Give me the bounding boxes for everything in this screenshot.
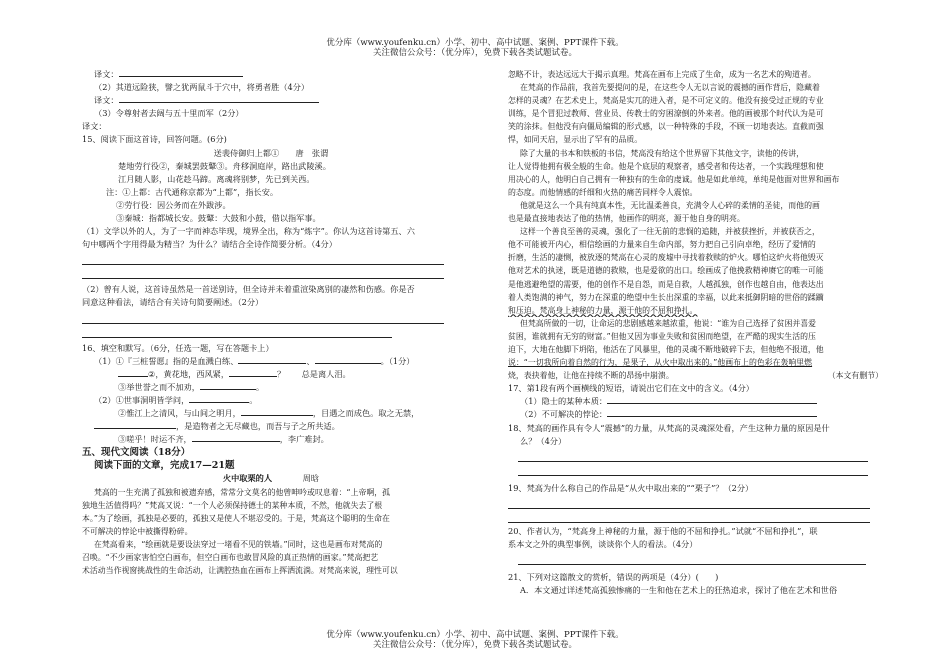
text: （2）①世事洞明皆学问， [94, 394, 190, 405]
article-paragraph-line: 除了大量的书本和铁板的书信，梵高没有给这个世界留下其他文字，读他的传讲， [520, 148, 805, 158]
article-paragraph-line: 召唤。“不少画家害怕空白画布，但空白画布也敢冒风险的真正热情的画家。”梵高把艺 [82, 553, 379, 562]
fill-line: ②，黄花地，西风紧， ？ 总是离人泪。 [82, 368, 460, 381]
poem-title: 送裴侍御归上都① 唐 张谓 [213, 147, 329, 158]
answer-blank[interactable] [118, 368, 148, 377]
article-paragraph-line: 贫困，谁就拥有无穷的财富。”但他又因为事业失败和贫困而绝望，在严酷的现实生活的压 [508, 331, 816, 341]
answer-line[interactable] [518, 449, 868, 462]
answer-blank[interactable] [94, 420, 176, 429]
translation-line [82, 68, 460, 81]
article-paragraph-line: 折磨，生活的凄恻，被放逐的梵高在心灵的废墟中寻找着救赎的炉火。哪怕这炉火将他毁灭 [508, 253, 824, 263]
label: 译文： [94, 95, 119, 106]
article-paragraph-line: 用决心的人，他明白自己拥有一种独有的生命的虔诚。他是如此单纯，单纯是他面对世界和画布 [508, 174, 840, 184]
translation-line: 译文： [82, 121, 107, 132]
question-15-1: 句中哪两个字用得最为精当？为什么？请结合全诗作简要分析。（4分） [82, 239, 337, 250]
question-16: 16、填空和默写。（6分，任选一题，写在答题卡上） [82, 342, 274, 353]
article-paragraph-line [508, 304, 883, 317]
header-line-1: 优分库（www.youfenku.cn）小学、初中、高中试题、案例、PPT课件下载。 [326, 38, 624, 48]
section-instruction: 阅读下面的文章，完成17—21题 [94, 460, 235, 472]
question-18: 18、梵高的画作具有令人“震撼”的力量，从梵高的灵魂深处看，产生这种力量的原因是什 [508, 422, 830, 433]
article-paragraph-line: 本。”为了绘画，孤独是必要的，孤独又是使人不堪忍受的。于是，梵高这个聪明的生命在 [82, 513, 390, 523]
page-header [0, 38, 950, 58]
right-column [508, 68, 883, 597]
answer-blank[interactable] [607, 408, 817, 417]
left-column [82, 68, 460, 577]
question-20: 系本文之外的典型事例，谈谈你个人的看法。（4分） [508, 538, 698, 549]
page-footer [0, 630, 950, 650]
article-paragraph-line: 悍，如同天启，显示出了罕有的品质。 [508, 135, 643, 145]
poem-note: ②劳行役：因公务而在外跋涉。 [116, 199, 231, 210]
answer-blank[interactable] [229, 368, 277, 377]
article-source-note: （本文有删节） [827, 371, 883, 381]
article-paragraph-line: 迫下，大地在他脚下坍陷，他活在了风暴里，他的灵魂不断地破碎下去，但他绝不报道，他 [508, 344, 824, 354]
question-15-2: （2）曾有人说，这首诗虽然是一首送别诗，但全诗并未着重渲染离别的凄然和伤感。你是否 [82, 284, 415, 295]
answer-blank[interactable] [189, 394, 249, 403]
article-author: 周晗 [302, 473, 320, 484]
answer-blank[interactable] [192, 433, 280, 442]
answer-blank[interactable] [200, 381, 256, 390]
text: ③举世誉之而不加劝， [118, 381, 200, 392]
text: 烧，表抉着他，让他在持续不断的昂扬中崩溃。 [508, 371, 674, 381]
footer-line-1: 优分库（www.youfenku.cn）小学、初中、高中试题、案例、PPT课件下载。 [326, 630, 624, 640]
answer-line[interactable] [82, 325, 392, 338]
question-15-1: （1）文学以外的人，为了一字而神态毕现，境界全出，称为“炼字”。你认为这首诗第五、六 [82, 226, 415, 237]
article-title-row [82, 472, 460, 485]
question-15-2: 同意这种看法，请结合有关诗句简要阐述。（2分） [82, 297, 264, 308]
article-title: 火中取栗的人 [222, 473, 273, 484]
question-18: 么？（4分） [520, 435, 567, 446]
answer-line[interactable] [508, 496, 870, 509]
poem-line: 楚地劳行役②，秦城罢鼓鼙③。舟移洞庭岸，路出武陵溪。 [118, 160, 331, 171]
translation-line [82, 94, 460, 107]
answer-line[interactable] [518, 552, 866, 565]
article-paragraph-line [508, 369, 883, 382]
article-paragraph-line: 他就是这么一个具有纯真本性，无比温柔善良，充满令人心碎的柔情的圣徒，而他的画 [520, 200, 820, 210]
text: ，目遇之而成色。取之无禁， [312, 407, 420, 418]
article-paragraph-line: 是他逃避绝望的需要，他的创作不是自怨，而是自救，人越孤独，创作也越自由，他表达出 [508, 279, 824, 289]
question-17: 17、第1段有两个画横线的短语，请说出它们在文中的含义。（4分） [508, 383, 754, 394]
article-paragraph-line: 的态度。而他情感的纤细和火热的痛苦同样令人震惊。 [508, 187, 698, 197]
article-paragraph-line: 也是最直接地表达了他的热情，他画作的明亮，源于他自身的明亮。 [508, 214, 745, 224]
text: （1）①『三桩誓愿』指的是血溅白练、 [94, 355, 239, 366]
question-20: 20、作者认为，“梵高身上神秘的力量，源于他的不屈和挣扎。”试就“不屈和挣扎”，联 [508, 525, 818, 536]
answer-line[interactable] [82, 266, 444, 279]
text: ③嗟乎！时运不齐， [118, 434, 192, 445]
fill-line [82, 407, 460, 420]
article-paragraph-line: 笑的涂抹。但他没有向僵局编辑的形式感，以一种特殊的手段，不顾一切地表达。直截而强 [508, 122, 824, 132]
label: 译文： [94, 69, 119, 79]
question-17-2 [508, 408, 883, 421]
article-paragraph-line: 不可解决的悖论中被撕得粉碎。 [82, 526, 193, 536]
underlined-sentence: 说：“一切我所向着自然的行为，是果子，从火中取出来的。”他画布上的色彩在轰响里燃 [508, 358, 813, 368]
article-paragraph-line: 训练，是个冒犯过教师、营业员、传教士的穷困潦倒的外来者。他的画被那个时代认为是可 [508, 109, 824, 119]
question-line: （3）令尊射者去阔与五十里而军（2分） [94, 108, 244, 119]
text: ，李广难封。 [279, 434, 329, 445]
fill-line [82, 420, 460, 433]
article-paragraph-line: 在梵高的作品前，我首先要提问的是，在这些令人无以言说的震撼的画作背后，隐藏着 [520, 83, 820, 93]
answer-blank[interactable] [119, 94, 319, 103]
answer-line[interactable] [82, 252, 444, 265]
question-17-1 [508, 395, 883, 408]
text: （2）不可解决的悖论： [520, 409, 608, 420]
question-21: 21、下列对这篇散文的赏析，错误的两项是（4分）( ) [508, 572, 719, 582]
text: ②惟江上之清风，与山间之明月， [118, 407, 241, 418]
fill-line: （1）①『三桩誓愿』指的是血溅白练、 、 。（1分） [94, 355, 415, 366]
header-line-2: 关注微信公众号：（优分库），免费下载各类试题试卷。 [372, 48, 577, 58]
article-paragraph-line: 但梵高所做的一切，让命运的悲剧感越来越浓重，他说：“谁为自己选择了贫困并喜爱 [520, 318, 817, 328]
article-paragraph-line: 让人觉得他拥有极全般的生命。他是个底层的观察者，感受者和传达者，一个实践理想和使 [508, 161, 824, 171]
answer-line[interactable] [82, 311, 444, 324]
poem-note: 注：①上都：古代通称京都为“上都”，指长安。 [106, 186, 279, 197]
article-paragraph-line: 他不可能被开内心，相信绘画的力量来自生命内部，努力把自己引向卓绝，经历了爱情的 [508, 240, 816, 250]
answer-blank[interactable] [238, 355, 306, 364]
answer-line[interactable] [508, 510, 870, 523]
wavy-underlined-sentence: 和压迫。梵高身上神秘的力量，源于他的不屈和挣扎。 [508, 305, 698, 315]
answer-blank[interactable] [607, 395, 817, 404]
question-15: 15、阅读下面这首诗，回答问题。(6分) [82, 134, 227, 145]
footer-line-2: 关注微信公众号：（优分库），免费下载各类试题试卷。 [372, 640, 577, 650]
article-paragraph-line: 在梵高看来，“绘画就是要设法穿过一堵看不见的铁墙。”同时，这也是画布对梵高的 [94, 539, 383, 549]
fill-line [82, 433, 460, 446]
article-paragraph-line: 他对艺术的执迷，既是道德的救赎，也是爱欲的出口。绘画成了他挽救精神赓它的唯一可能 [508, 266, 824, 276]
question-line: （2）其道远险狭，譬之犹两鼠斗于穴中，将勇者胜（4分） [94, 82, 310, 93]
question-21-option-a: A．本文通过详述梵高孤独惨痛的一生和他在艺术上的狂热追求，探讨了他在艺术和世俗 [520, 585, 838, 596]
poem-line: 江月随人影，山花趁马蹄。离魂将别梦，先已到关西。 [118, 173, 315, 184]
article-paragraph-line [508, 356, 883, 369]
poem-note: ③秦城：指都城长安。鼓鼙：大鼓和小鼓，借以指军事。 [116, 213, 321, 224]
article-paragraph-line: 术活动当作视窗挑战性的生命活动，让满腔热血在画布上挥洒流淌。对梵高来说，理性可以 [82, 566, 398, 576]
text: （1）隐士的某种本质： [520, 396, 608, 407]
text: ？ 总是离人泪。 [277, 368, 351, 379]
article-paragraph-line: 怎样的灵魂？在艺术史上，梵高是实兀的进入者，是不可定义的。他没有接受过正规的专业 [508, 96, 824, 106]
article-paragraph-line: 这样一个善良至善的灵魂，强化了一往无前的悲悯的追随，并被获挫折，并被获否之， [520, 227, 820, 237]
article-paragraph-line: 独地生活值得吗？”梵高又说：“一个人必须保持德士的某种本质，不然，他就失去了根 [82, 500, 383, 510]
answer-blank[interactable] [241, 407, 313, 416]
answer-line[interactable] [518, 463, 868, 476]
article-paragraph-line: 梵高的一生充满了孤独和被遗弃感，常常分文莫名的他曾呻吟或叹息着：“上帝啊，孤 [94, 487, 391, 497]
article-paragraph-line: 着人类饱满的神气，努力在深重的绝望中生长出深重的幸福，以此来抵御阴暗的世俗的蹂躏 [508, 292, 824, 302]
fill-line [82, 381, 460, 394]
answer-blank[interactable] [119, 68, 243, 77]
text: ，黄花地，西风紧， [155, 368, 230, 379]
article-paragraph-line: 忽略不计，表达远远大于揭示真理。梵高在画布上完成了生命，成为一名艺术的殉道者。 [508, 70, 816, 79]
section-heading: 五、现代文阅读（18分） [82, 447, 191, 459]
text: 。 [255, 381, 265, 392]
answer-blank[interactable] [315, 355, 381, 364]
text: ，是造物者之无尽藏也，而吾与子之所共适。 [176, 421, 340, 432]
text: 。 [249, 394, 258, 405]
fill-line [82, 394, 460, 407]
text: 。（1分） [380, 355, 415, 366]
question-19: 19、梵高为什么称自己的作品是“从火中取出来的”“栗子”？（2分） [508, 482, 754, 493]
